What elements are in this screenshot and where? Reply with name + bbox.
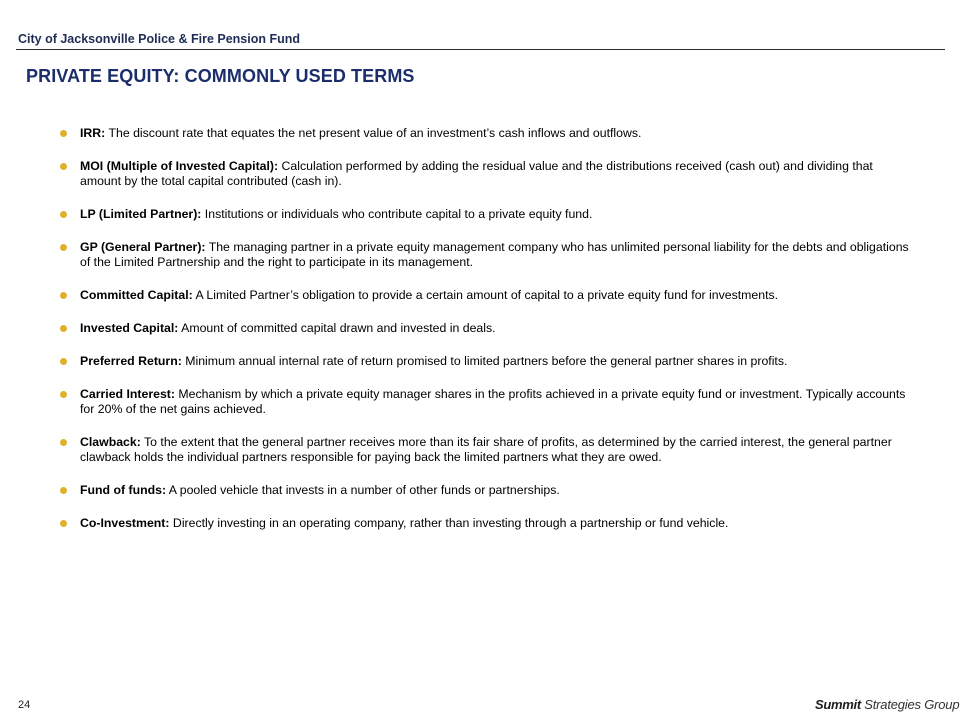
term-item-carried-interest [60, 387, 910, 417]
term-item-lp [60, 207, 910, 222]
logo-rest-text: Strategies Group [860, 697, 960, 712]
term-item-irr [60, 126, 910, 141]
page-title: PRIVATE EQUITY: COMMONLY USED TERMS [26, 66, 415, 86]
term-item-committed-capital [60, 288, 910, 303]
header-divider [16, 49, 945, 50]
term-definition: The managing partner in a private equity management company who has unlimited personal liability for the debts and obligations of the Limited Partnership and the right to participate in its management. [80, 240, 909, 269]
term-label: GP (General Partner): [80, 240, 206, 254]
logo-bold-text: Summit [815, 697, 861, 712]
term-label: IRR: [80, 126, 106, 140]
term-label: Clawback: [80, 435, 141, 449]
term-label: Carried Interest: [80, 387, 175, 401]
term-definition: Amount of committed capital drawn and invested in deals. [178, 321, 496, 335]
term-item-clawback [60, 435, 910, 465]
term-definition: Mechanism by which a private equity manager shares in the profits achieved in a private equity fund or investment. Typically accounts for 20% of the net gains achieved. [80, 387, 906, 416]
term-definition: The discount rate that equates the net present value of an investment’s cash inflows and outflows. [105, 126, 642, 140]
terms-list [60, 126, 910, 531]
term-label: Co-Investment: [80, 516, 170, 530]
term-definition: To the extent that the general partner receives more than its fair share of profits, as determined by the carried interest, the general partner clawback holds the individual partners responsible for paying back the limited partners what they are owed. [80, 435, 892, 464]
page-number: 24 [18, 699, 31, 711]
term-definition: Minimum annual internal rate of return promised to limited partners before the general partner shares in profits. [181, 354, 788, 368]
term-label: Invested Capital: [80, 321, 179, 335]
term-definition: Calculation performed by adding the residual value and the distributions received (cash out) and dividing that amount by the total capital contributed (cash in). [80, 159, 873, 188]
term-label: LP (Limited Partner): [80, 207, 202, 221]
term-label: MOI (Multiple of Invested Capital): [80, 159, 279, 173]
organization-name: City of Jacksonville Police & Fire Pension Fund [18, 32, 301, 46]
term-item-fund-of-funds [60, 483, 910, 498]
term-definition: A pooled vehicle that invests in a number of other funds or partnerships. [166, 483, 560, 497]
term-item-moi [60, 159, 910, 189]
term-item-preferred-return [60, 354, 910, 369]
term-label: Committed Capital: [80, 288, 193, 302]
term-definition: Directly investing in an operating company, rather than investing through a partnership or fund vehicle. [169, 516, 729, 530]
term-item-invested-capital [60, 321, 910, 336]
term-definition: A Limited Partner’s obligation to provide a certain amount of capital to a private equity fund for investments. [192, 288, 779, 302]
term-item-co-investment [60, 516, 910, 531]
term-label: Fund of funds: [80, 483, 167, 497]
term-label: Preferred Return: [80, 354, 182, 368]
summit-strategies-logo [815, 697, 959, 712]
term-item-gp [60, 240, 910, 270]
term-definition: Institutions or individuals who contribute capital to a private equity fund. [201, 207, 593, 221]
